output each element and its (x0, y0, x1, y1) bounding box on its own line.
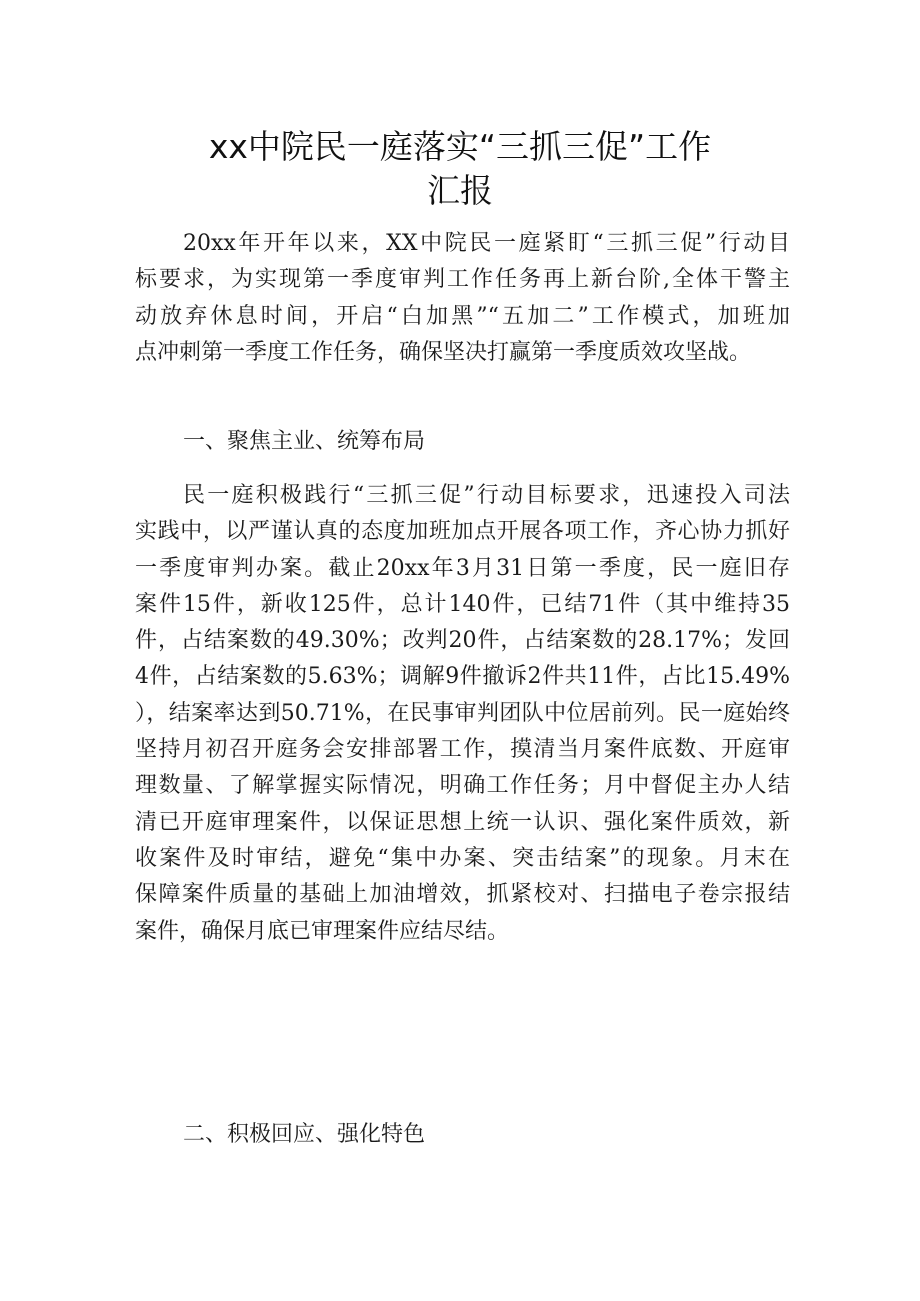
paragraph-line: 民一庭积极践行“三抓三促”行动目标要求，迅速投入司法 (183, 483, 790, 508)
paragraph-line: 点冲刺第一季度工作任务，确保坚决打赢第一季度质效攻坚战。 (135, 339, 752, 365)
section-heading-2: 二、积极回应、强化特色 (183, 1122, 426, 1147)
paragraph-line: 件，占结案数的49.30%；改判20件，占结案数的28.17%；发回 (135, 628, 790, 654)
intro-paragraph (135, 226, 790, 371)
paragraph-line: 清已开庭审理案件，以保证思想上统一认识、强化案件质效，新 (135, 809, 790, 835)
paragraph-line: 理数量、了解掌握实际情况，明确工作任务；月中督促主办人结 (135, 773, 790, 799)
document-title-line-1: xx中院民一庭落实“三抓三促”工作 (208, 127, 712, 166)
paragraph-line: 20xx年开年以来，XX中院民一庭紧盯“三抓三促”行动目 (183, 231, 790, 256)
paragraph-line: 动放弃休息时间，开启“白加黑”“五加二”工作模式，加班加 (135, 303, 790, 329)
paragraph-line: 标要求，为实现第一季度审判工作任务再上新台阶,全体干警主 (135, 267, 790, 293)
paragraph-line: 坚持月初召开庭务会安排部署工作，摸清当月案件底数、开庭审 (135, 737, 790, 763)
paragraph-line: 收案件及时审结，避免“集中办案、突击结案”的现象。月末在 (135, 845, 790, 871)
paragraph-line: 保障案件质量的基础上加油增效，抓紧校对、扫描电子卷宗报结 (135, 882, 790, 908)
paragraph-line: ），结案率达到50.71%，在民事审判团队中位居前列。民一庭始终 (135, 700, 790, 726)
paragraph-line: 实践中，以严谨认真的态度加班加点开展各项工作，齐心协力抓好 (135, 519, 790, 545)
paragraph-line: 一季度审判办案。截止20xx年3月31日第一季度，民一庭旧存 (135, 555, 790, 581)
paragraph-line: 案件15件，新收125件，总计140件，已结71件（其中维持35 (135, 591, 790, 617)
paragraph-line: 4件，占结案数的5.63%；调解9件撤诉2件共11件，占比15.49% (135, 664, 790, 690)
section-1-paragraph (135, 478, 790, 950)
paragraph-line: 案件，确保月底已审理案件应结尽结。 (135, 918, 510, 944)
document-title-line-2: 汇报 (427, 171, 493, 210)
section-heading-1: 一、聚焦主业、统筹布局 (183, 429, 426, 454)
